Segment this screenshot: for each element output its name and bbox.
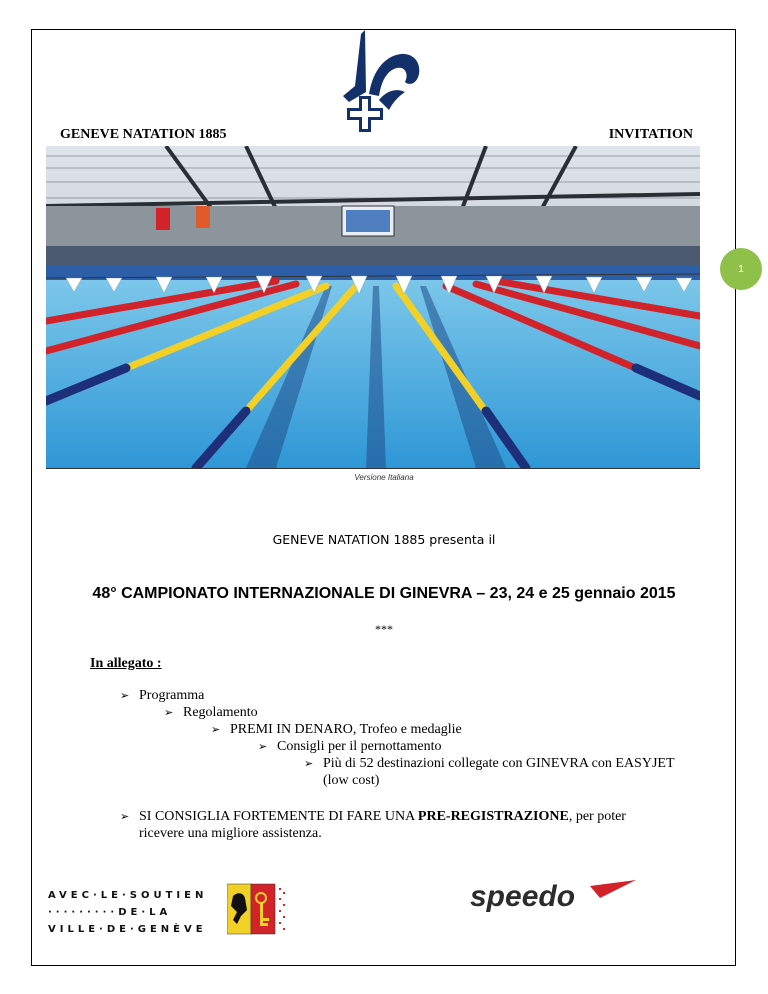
championship-title: 48° CAMPIONATO INTERNAZIONALE DI GINEVRA – 23, 24 e 25 gennaio 2015 [92,585,676,602]
svg-text:speedo: speedo [470,880,576,912]
header-invitation: INVITATION [608,127,693,142]
list-item: ➢ Consigli per il pernottamento [258,739,442,754]
list-item: ➢ Più di 52 destinazioni collegate con GINEVRA con EASYJET [304,756,675,771]
club-logo [335,30,421,134]
arrow-bullet-icon: ➢ [120,690,130,702]
separator-stars: *** [375,622,393,636]
list-item: ➢ PREMI IN DENARO, Trofeo e medaglie [211,722,462,737]
geneva-crest-icon [227,880,291,938]
pool-photo [46,146,700,469]
photo-caption: Versione Italiana [354,473,414,482]
arrow-bullet-icon: ➢ [258,741,268,753]
header-club-name: GENEVE NATATION 1885 [60,127,227,142]
attachments-heading: In allegato : [90,656,162,671]
page-number-badge: 1 [720,248,762,290]
arrow-bullet-icon: ➢ [120,811,130,823]
speedo-logo [470,876,638,912]
arrow-bullet-icon: ➢ [304,758,314,770]
list-item: ➢ Regolamento [164,705,258,720]
arrow-bullet-icon: ➢ [164,707,174,719]
list-item: ➢ Programma [120,688,205,703]
presenta-line: GENEVE NATATION 1885 presenta il [272,532,496,547]
city-support-text: AVEC·LE·SOUTIEN ·········DE·LA VILLE·DE·GENÈVE [48,890,208,935]
list-item-continuation: (low cost) [323,773,380,788]
recommendation-item: ➢ SI CONSIGLIA FORTEMENTE DI FARE UNA PRE-REGISTRAZIONE, per poter ricevere una migliore assistenza. [120,809,626,841]
arrow-bullet-icon: ➢ [211,724,221,736]
